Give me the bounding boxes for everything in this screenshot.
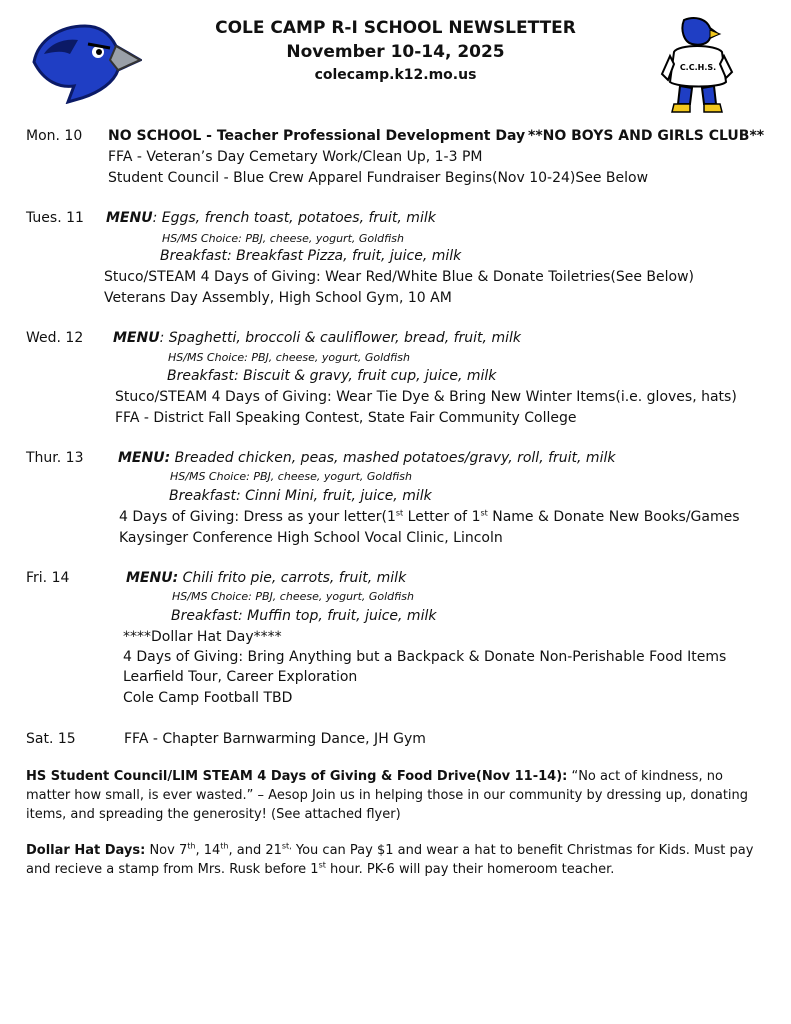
wed-breakfast: Breakfast: Biscuit & gravy, fruit cup, juice, milk: [167, 368, 497, 384]
tue-line-5: Veterans Day Assembly, High School Gym, 10 AM: [104, 290, 452, 306]
fri-line-5: 4 Days of Giving: Bring Anything but a Backpack & Donate Non-Perishable Food Items: [123, 649, 727, 665]
fri-line-6: Learfield Tour, Career Exploration: [123, 669, 358, 685]
mon-line-3: Student Council - Blue Crew Apparel Fundraiser Begins(Nov 10-24)See Below: [108, 170, 649, 186]
menu-label: MENU: [106, 210, 153, 226]
thu-line-4: 4 Days of Giving: Dress as your letter(1st Letter of 1st Name & Donate New Books/Games: [119, 508, 740, 525]
fri-menu: MENU: Chili frito pie, carrots, fruit, milk: [126, 570, 407, 586]
menu-label: MENU:: [118, 450, 171, 466]
tue-breakfast: Breakfast: Breakfast Pizza, fruit, juice, milk: [160, 248, 462, 264]
menu-label: MENU: [113, 330, 160, 346]
newsletter-dates: November 10-14, 2025: [286, 42, 505, 62]
day-label-thu: Thur. 13: [26, 450, 84, 466]
thu-choice: HS/MS Choice: PBJ, cheese, yogurt, Goldfish: [170, 470, 412, 483]
wed-line-5: FFA - District Fall Speaking Contest, State Fair Community College: [115, 410, 577, 426]
school-website: colecamp.k12.mo.us: [314, 67, 477, 83]
mon-line-2: FFA - Veteran’s Day Cemetary Work/Clean Up, 1-3 PM: [108, 149, 483, 165]
fri-line-7: Cole Camp Football TBD: [123, 690, 293, 706]
thu-menu: MENU: Breaded chicken, peas, mashed potatoes/gravy, roll, fruit, milk: [118, 450, 616, 466]
newsletter-title: COLE CAMP R-I SCHOOL NEWSLETTER: [215, 18, 576, 38]
day-label-wed: Wed. 12: [26, 330, 84, 346]
menu-label: MENU:: [126, 570, 179, 586]
wed-choice: HS/MS Choice: PBJ, cheese, yogurt, Goldfish: [168, 351, 410, 364]
day-label-mon: Mon. 10: [26, 128, 83, 144]
day-label-tue: Tues. 11: [26, 210, 84, 226]
thu-breakfast: Breakfast: Cinni Mini, fruit, juice, milk: [169, 488, 432, 504]
fri-breakfast: Breakfast: Muffin top, fruit, juice, milk: [171, 608, 437, 624]
tue-choice: HS/MS Choice: PBJ, cheese, yogurt, Goldfish: [162, 232, 404, 245]
wed-menu: MENU: Spaghetti, broccoli & cauliflower, bread, fruit, milk: [113, 330, 521, 346]
fri-line-4: ****Dollar Hat Day****: [123, 629, 282, 645]
tue-menu: MENU: Eggs, french toast, potatoes, fruit, milk: [106, 210, 436, 226]
day-label-fri: Fri. 14: [26, 570, 70, 586]
hat-days-note: Dollar Hat Days: Nov 7th, 14th, and $21^{st,}$ You can Pay $1 and wear a hat to benefit Christmas for Kids. Must pay and recieve a stamp from Mrs. Rusk before 1st hour. PK-6 will pay their homeroom teacher.: [26, 841, 754, 877]
fri-choice: HS/MS Choice: PBJ, cheese, yogurt, Goldfish: [172, 590, 414, 603]
mon-line-1: NO SCHOOL - Teacher Professional Development Day: [108, 128, 526, 144]
thu-line-5: Kaysinger Conference High School Vocal Clinic, Lincoln: [119, 530, 503, 546]
mon-line-1b: **NO BOYS AND GIRLS CLUB**: [528, 128, 765, 144]
giving-note: HS Student Council/LIM STEAM 4 Days of Giving & Food Drive(Nov 11-14): “No act of kindness, no matter how small, is ever wasted.” – Aesop Join us in helping those in our community by dressing up, donating items, and spreading the generosity! (See attached flyer): [26, 769, 749, 822]
sat-line-1: FFA - Chapter Barnwarming Dance, JH Gym: [124, 731, 426, 747]
wed-line-4: Stuco/STEAM 4 Days of Giving: Wear Tie Dye & Bring New Winter Items(i.e. gloves, hats): [115, 389, 737, 405]
mascot-shirt-text: C.C.H.S.: [679, 63, 717, 72]
tue-line-4: Stuco/STEAM 4 Days of Giving: Wear Red/White Blue & Donate Toiletries(See Below): [104, 269, 694, 285]
day-label-sat: Sat. 15: [26, 731, 76, 747]
